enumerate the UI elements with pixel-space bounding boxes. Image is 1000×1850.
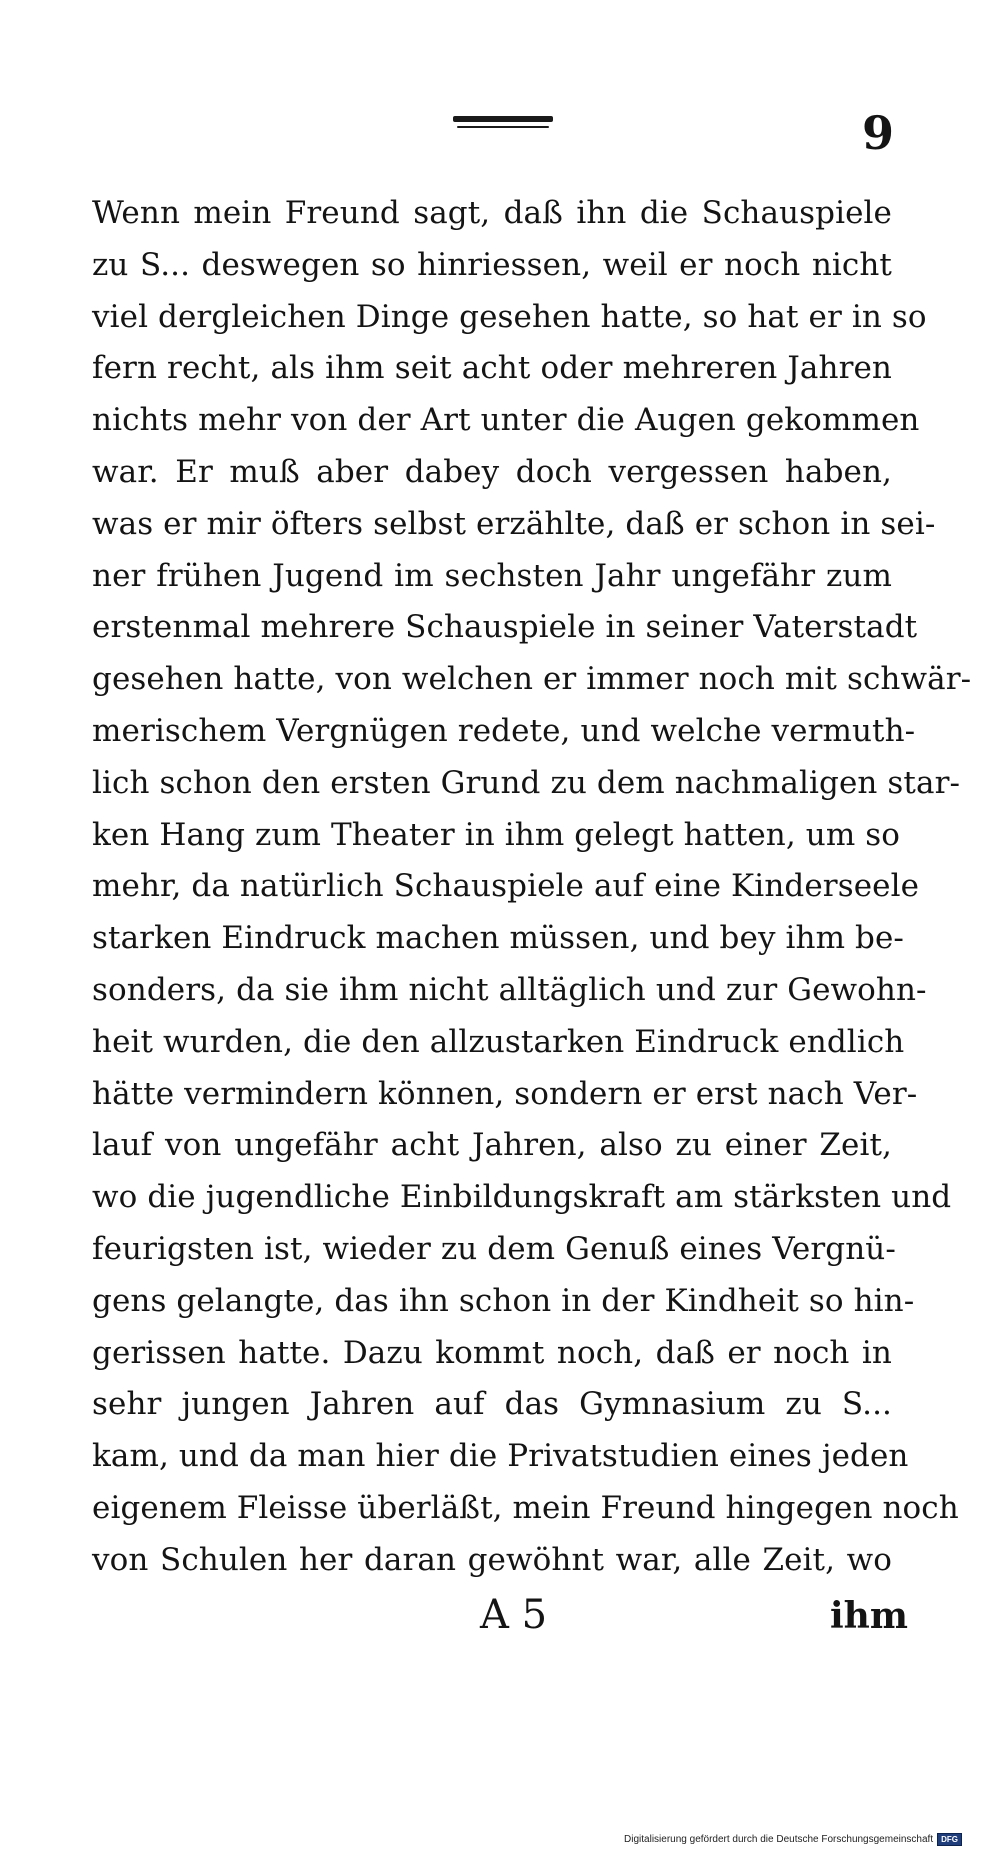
text-line: ken Hang zum Theater in ihm gelegt hatten, um so [92, 816, 901, 853]
header-rule-thick [453, 116, 553, 122]
header-rule-thin [457, 126, 549, 128]
text-line: lich schon den ersten Grund zu dem nachmaligen star- [92, 764, 961, 801]
digitization-credit-text: Digitalisierung gefördert durch die Deutsche Forschungsgemeinschaft [624, 1834, 934, 1845]
text-line: lauf von ungefähr acht Jahren, also zu einer Zeit, [92, 1127, 892, 1164]
text-line: eigenem Fleisse überläßt, mein Freund hingegen noch [92, 1489, 959, 1526]
text-line: was er mir öfters selbst erzählte, daß er schon in sei- [92, 505, 936, 542]
text-line: feurigsten ist, wieder zu dem Genuß eines Vergnü- [92, 1230, 896, 1267]
text-line: wo die jugendliche Einbildungskraft am stärksten und [92, 1179, 952, 1216]
signature-mark: A 5 [480, 1592, 548, 1638]
text-line: gerissen hatte. Dazu kommt noch, daß er noch in [92, 1334, 892, 1371]
text-line: sehr jungen Jahren auf das Gymnasium zu S... [92, 1386, 892, 1423]
text-line: kam, und da man hier die Privatstudien eines jeden [92, 1438, 909, 1475]
digitization-credit [624, 1833, 962, 1846]
text-line: heit wurden, die den allzustarken Eindruck endlich [92, 1023, 905, 1060]
text-line: merischem Vergnügen redete, und welche vermuth- [92, 712, 916, 749]
text-line: nichts mehr von der Art unter die Augen gekommen [92, 402, 920, 439]
text-line: von Schulen her daran gewöhnt war, alle Zeit, wo [92, 1541, 892, 1578]
text-line: hätte vermindern können, sondern er erst nach Ver- [92, 1075, 918, 1112]
dfg-logo: DFG [937, 1833, 962, 1846]
text-line: fern recht, als ihm seit acht oder mehreren Jahren [92, 350, 892, 387]
text-line: ner frühen Jugend im sechsten Jahr ungefähr zum [92, 557, 892, 594]
text-line: erstenmal mehrere Schauspiele in seiner Vaterstadt [92, 609, 918, 646]
text-line: mehr, da natürlich Schauspiele auf eine Kinderseele [92, 868, 920, 905]
text-line: zu S... deswegen so hinriessen, weil er noch nicht [92, 246, 892, 283]
text-line: gens gelangte, das ihn schon in der Kindheit so hin- [92, 1282, 915, 1319]
text-line: war. Er muß aber dabey doch vergessen haben, [92, 453, 892, 490]
text-line: sonders, da sie ihm nicht alltäglich und zur Gewohn- [92, 971, 927, 1008]
header-ornament-rule [453, 116, 553, 132]
text-line: starken Eindruck machen müssen, und bey ihm be- [92, 920, 905, 957]
page-number: 9 [862, 106, 895, 160]
body-text [92, 188, 972, 1587]
text-line: viel dergleichen Dinge gesehen hatte, so hat er in so [92, 298, 927, 335]
text-line: gesehen hatte, von welchen er immer noch mit schwär- [92, 661, 972, 698]
catchword: ihm [830, 1595, 908, 1637]
text-line: Wenn mein Freund sagt, daß ihn die Schauspiele [92, 195, 892, 231]
